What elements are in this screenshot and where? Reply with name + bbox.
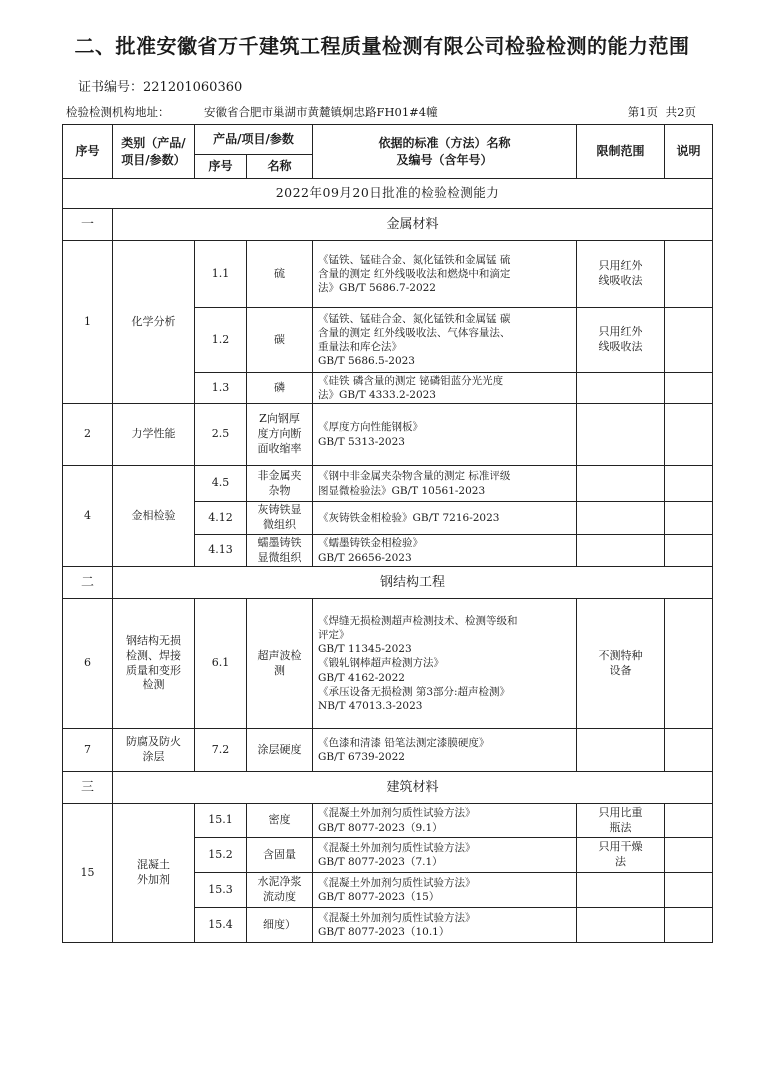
- address-value: 安徽省合肥市巢湖市黄麓镇炯忠路FH01#4幢: [204, 105, 438, 119]
- item-limit: [577, 908, 665, 943]
- item-standard: [313, 804, 577, 838]
- certificate-number: 证书编号：221201060360: [78, 80, 243, 95]
- standard-line: 《混凝土外加剂匀质性试验方法》: [318, 841, 476, 854]
- group-seq: 2: [63, 404, 113, 466]
- table-row: [63, 241, 713, 308]
- page-number: 第1页: [627, 105, 659, 119]
- item-name-line: 水泥净浆: [257, 875, 302, 889]
- item-limit: [577, 838, 665, 873]
- standard-line: GB/T 8077-2023（9.1）: [318, 821, 443, 834]
- item-name: [247, 729, 313, 772]
- header-product-name: 名称: [247, 155, 313, 179]
- item-name-line: 显微组织: [257, 550, 302, 564]
- standard-line: 《硅铁 磷含量的测定 铋磷钼蓝分光光度: [318, 374, 504, 387]
- standard-line: GB/T 11345-2023: [318, 643, 412, 656]
- item-name-line: Z向钢厚: [259, 412, 300, 426]
- item-number: 4.13: [195, 535, 247, 567]
- item-limit: [577, 308, 665, 373]
- item-name-line: 杂物: [268, 483, 291, 497]
- item-standard: [313, 535, 577, 567]
- section-title: 金属材料: [113, 209, 713, 241]
- standard-line: 图显微检验法》GB/T 10561-2023: [318, 484, 486, 497]
- header-note: 说明: [665, 125, 713, 179]
- item-name-line: 面收缩率: [257, 441, 302, 455]
- category-line: 化学分析: [131, 314, 176, 328]
- category-line: 钢结构无损: [126, 633, 181, 647]
- item-standard: [313, 908, 577, 943]
- limit-line: 瓶法: [609, 820, 632, 834]
- group-category: [113, 466, 195, 567]
- section-number: 二: [63, 567, 113, 599]
- item-note: [665, 241, 713, 308]
- page-indicator: [624, 104, 696, 120]
- category-line: 混凝土: [137, 858, 170, 872]
- item-limit: [577, 873, 665, 908]
- item-name-line: 磷: [274, 380, 285, 394]
- standard-line: GB/T 8077-2023（7.1）: [318, 856, 443, 868]
- standard-line: 《焊缝无损检测超声检测技术、检测等级和: [318, 614, 518, 627]
- item-number: 4.12: [195, 502, 247, 535]
- group-seq: 1: [63, 241, 113, 404]
- item-name: [247, 373, 313, 404]
- section-number: 一: [63, 209, 113, 241]
- item-standard: [313, 502, 577, 535]
- item-name: [247, 535, 313, 567]
- standard-line: 《厚度方向性能钢板》: [318, 421, 423, 434]
- item-limit: [577, 404, 665, 466]
- item-name-line: 微组织: [263, 518, 296, 531]
- standard-line: 《灰铸铁金相检验》GB/T 7216-2023: [318, 511, 500, 524]
- item-name-line: 密度: [268, 813, 291, 827]
- item-standard: [313, 404, 577, 466]
- group-seq: 4: [63, 466, 113, 567]
- limit-line: 线吸收法: [598, 274, 643, 287]
- limit-line: 只用干燥: [598, 840, 643, 854]
- item-number: 2.5: [195, 404, 247, 466]
- item-name-line: 灰铸铁显: [257, 503, 302, 517]
- table-row: [63, 404, 713, 466]
- approval-banner: 2022年09月20日批准的检验检测能力: [63, 179, 713, 209]
- group-category: [113, 404, 195, 466]
- category-line: 力学性能: [131, 427, 176, 441]
- header-standard-line: 依据的标准（方法）名称: [378, 136, 511, 151]
- item-name: [247, 599, 313, 729]
- standard-line: 含量的测定 红外线吸收法、气体容量法、: [318, 326, 511, 339]
- header-product: 产品/项目/参数: [195, 125, 313, 155]
- item-limit: [577, 804, 665, 838]
- item-standard: [313, 241, 577, 308]
- header-limit: 限制范围: [577, 125, 665, 179]
- item-standard: [313, 729, 577, 772]
- section-row: [63, 209, 713, 241]
- header-standard: [313, 125, 577, 179]
- standard-line: 《承压设备无损检测 第3部分:超声检测》: [318, 685, 511, 698]
- item-note: [665, 599, 713, 729]
- standard-line: 《蠕墨铸铁金相检验》: [318, 537, 423, 550]
- item-note: [665, 908, 713, 943]
- item-number: 15.3: [195, 873, 247, 908]
- item-number: 4.5: [195, 466, 247, 502]
- section-title: 建筑材料: [113, 772, 713, 804]
- page-total: 共2页: [665, 105, 696, 119]
- item-limit: [577, 502, 665, 535]
- standard-line: GB/T 8077-2023（15）: [318, 891, 440, 903]
- section-title: 钢结构工程: [113, 567, 713, 599]
- limit-line: 线吸收法: [598, 340, 643, 353]
- item-limit: [577, 599, 665, 729]
- item-standard: [313, 308, 577, 373]
- capability-table: [62, 124, 713, 943]
- standard-line: GB/T 5686.5-2023: [318, 355, 415, 368]
- standard-line: 《混凝土外加剂匀质性试验方法》: [318, 911, 476, 924]
- item-note: [665, 838, 713, 873]
- item-note: [665, 804, 713, 838]
- item-note: [665, 502, 713, 535]
- standard-line: GB/T 4162-2022: [318, 671, 405, 684]
- standard-line: 《混凝土外加剂匀质性试验方法》: [318, 876, 476, 889]
- group-seq: 7: [63, 729, 113, 772]
- address-label: 检验检测机构地址：: [66, 105, 170, 119]
- item-name: [247, 502, 313, 535]
- standard-line: GB/T 5313-2023: [318, 435, 405, 448]
- section-number: 三: [63, 772, 113, 804]
- standard-line: 《锻轧钢棒超声检测方法》: [318, 657, 444, 670]
- item-number: 1.3: [195, 373, 247, 404]
- standard-line: NB/T 47013.3-2023: [318, 699, 423, 712]
- item-number: 15.1: [195, 804, 247, 838]
- standard-line: 重量法和库仑法》: [318, 341, 402, 353]
- standard-line: 《锰铁、锰硅合金、氮化锰铁和金属锰 硫: [318, 253, 511, 266]
- item-name-line: 流动度: [263, 890, 296, 903]
- item-name-line: 非金属夹: [257, 468, 302, 482]
- standard-line: 《钢中非金属夹杂物含量的测定 标准评级: [318, 470, 511, 483]
- group-category: [113, 804, 195, 943]
- limit-line: 设备: [609, 663, 632, 677]
- item-number: 15.2: [195, 838, 247, 873]
- standard-line: 《色漆和清漆 铅笔法测定漆膜硬度》: [318, 736, 490, 749]
- item-note: [665, 308, 713, 373]
- category-line: 防腐及防火: [126, 735, 181, 749]
- item-standard: [313, 466, 577, 502]
- item-name-line: 硫: [274, 266, 285, 280]
- item-number: 7.2: [195, 729, 247, 772]
- group-category: [113, 241, 195, 404]
- item-note: [665, 404, 713, 466]
- page-title: 二、批准安徽省万千建筑工程质量检测有限公司检验检测的能力范围: [74, 34, 690, 58]
- table-row: [63, 466, 713, 502]
- standard-line: 含量的测定 红外线吸收法和燃烧中和滴定: [318, 267, 511, 280]
- category-line: 检测、焊接: [126, 648, 181, 662]
- header-category-line: 项目/参数）: [121, 152, 186, 167]
- item-note: [665, 373, 713, 404]
- header-standard-line: 及编号（含年号）: [396, 152, 493, 167]
- item-name-line: 度方向断: [257, 427, 302, 441]
- item-standard: [313, 873, 577, 908]
- item-name-line: 超声波检: [257, 648, 302, 662]
- item-name: [247, 241, 313, 308]
- item-name: [247, 404, 313, 466]
- item-name-line: 含固量: [263, 847, 296, 861]
- item-name-line: 涂层硬度: [257, 742, 302, 756]
- table-row: [63, 804, 713, 838]
- item-name-line: 蠕墨铸铁: [257, 535, 302, 549]
- item-name: [247, 873, 313, 908]
- standard-line: 《锰铁、锰硅合金、氮化锰铁和金属锰 碳: [318, 312, 511, 325]
- item-name-line: 碳: [274, 332, 285, 346]
- item-name: [247, 908, 313, 943]
- item-name: [247, 466, 313, 502]
- item-limit: [577, 466, 665, 502]
- standard-line: GB/T 26656-2023: [318, 551, 412, 564]
- group-seq: 6: [63, 599, 113, 729]
- item-limit: [577, 241, 665, 308]
- table-row: [63, 729, 713, 772]
- standard-line: 《混凝土外加剂匀质性试验方法》: [318, 807, 476, 820]
- section-row: [63, 772, 713, 804]
- item-number: 6.1: [195, 599, 247, 729]
- table-body: [63, 179, 713, 943]
- item-name: [247, 804, 313, 838]
- item-standard: [313, 373, 577, 404]
- standard-line: GB/T 8077-2023（10.1）: [318, 926, 450, 938]
- header-product-seq: 序号: [195, 155, 247, 179]
- item-number: 1.1: [195, 241, 247, 308]
- group-category: [113, 599, 195, 729]
- limit-line: 只用比重: [598, 805, 643, 819]
- item-note: [665, 873, 713, 908]
- header-seq: 序号: [63, 125, 113, 179]
- section-row: [63, 567, 713, 599]
- limit-line: 法: [615, 855, 626, 868]
- category-line: 检测: [142, 678, 165, 692]
- standard-line: 评定》: [318, 629, 350, 642]
- limit-line: 不测特种: [598, 648, 643, 662]
- category-line: 质量和变形: [126, 663, 181, 677]
- group-category: [113, 729, 195, 772]
- category-line: 外加剂: [137, 873, 170, 886]
- item-standard: [313, 599, 577, 729]
- item-name: [247, 838, 313, 873]
- standard-line: GB/T 6739-2022: [318, 751, 405, 763]
- header-category-line: 类别（产品/: [121, 136, 186, 151]
- item-standard: [313, 838, 577, 873]
- item-limit: [577, 535, 665, 567]
- item-number: 15.4: [195, 908, 247, 943]
- limit-line: 只用红外: [598, 259, 643, 273]
- item-name-line: 测: [274, 663, 285, 677]
- item-note: [665, 466, 713, 502]
- table-row: [63, 599, 713, 729]
- category-line: 金相检验: [131, 508, 176, 522]
- item-limit: [577, 729, 665, 772]
- header-category: [113, 125, 195, 179]
- standard-line: 法》GB/T 5686.7-2022: [318, 282, 436, 295]
- item-name-line: 细度）: [263, 917, 296, 931]
- category-line: 涂层: [142, 750, 165, 763]
- group-seq: 15: [63, 804, 113, 943]
- banner-row: [63, 179, 713, 209]
- item-note: [665, 535, 713, 567]
- item-number: 1.2: [195, 308, 247, 373]
- item-limit: [577, 373, 665, 404]
- item-name: [247, 308, 313, 373]
- item-note: [665, 729, 713, 772]
- limit-line: 只用红外: [598, 325, 643, 339]
- standard-line: 法》GB/T 4333.2-2023: [318, 389, 436, 401]
